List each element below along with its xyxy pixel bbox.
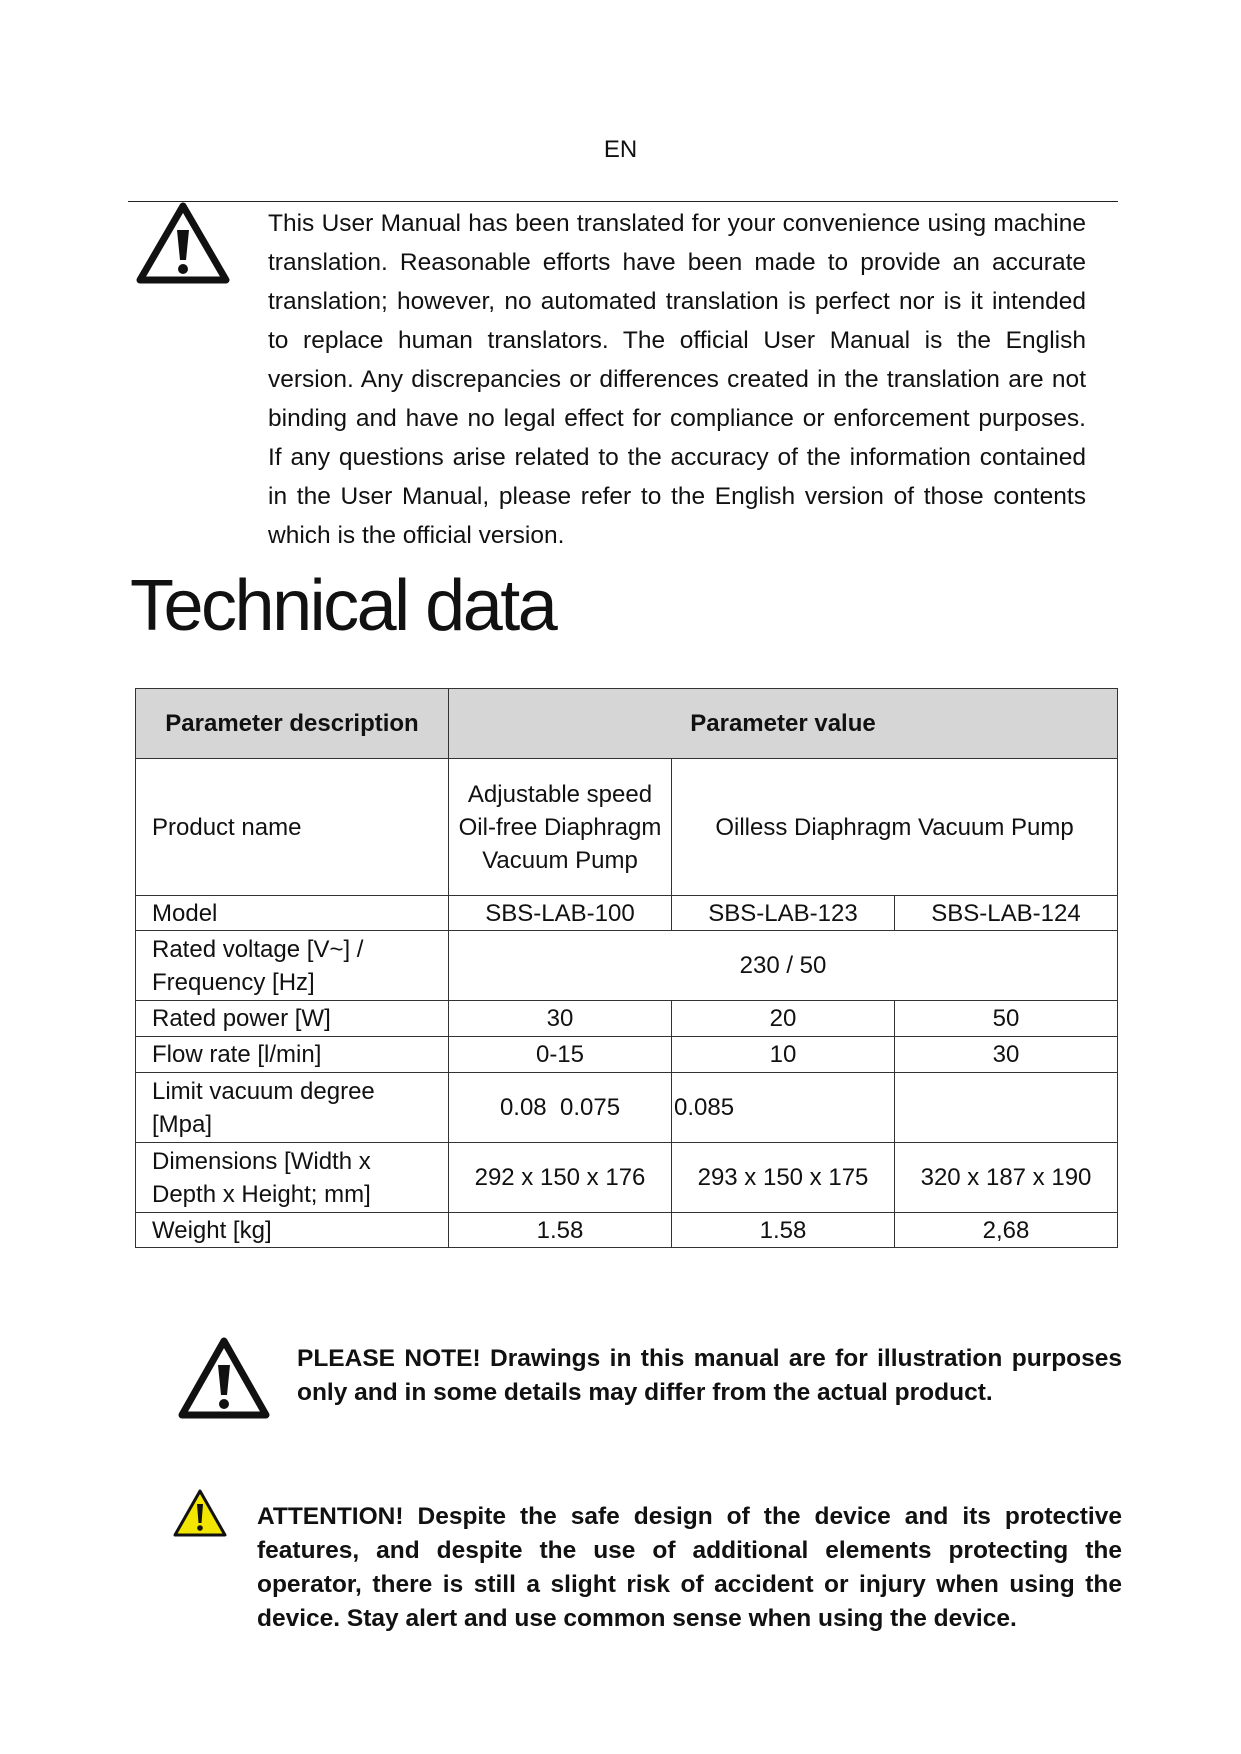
cell-value: Oilless Diaphragm Vacuum Pump: [672, 759, 1118, 896]
cell-value: Adjustable speed Oil-free Diaphragm Vacuum Pump: [449, 759, 672, 896]
page-title: Technical data: [130, 566, 556, 646]
caution-triangle-icon: [172, 1488, 228, 1538]
attention-text: Despite the safe design of the device and its protective features, and despite the use of additional elements protecting the operator, there is still a slight risk of accident or injury when using the device. Stay alert and use common sense when using the device.: [257, 1503, 1122, 1632]
cell-value: SBS-LAB-124: [895, 896, 1118, 931]
cell-value: 50: [895, 1001, 1118, 1037]
language-code: EN: [603, 136, 638, 163]
table-row: [136, 1213, 1118, 1248]
cell-value: 0.08 0.075: [449, 1073, 672, 1143]
cell-value: SBS-LAB-123: [672, 896, 895, 931]
cell-value: 230 / 50: [449, 931, 1118, 1001]
row-label: Model: [136, 896, 449, 931]
cell-value: 30: [895, 1037, 1118, 1073]
cell-value: 1.58: [449, 1213, 672, 1248]
cell-value: 2,68: [895, 1213, 1118, 1248]
translation-disclaimer: This User Manual has been translated for your convenience using machine translation. Reasonable efforts have been made to provide an accurate translation; however, no automated translation is perfect nor is it intended to replace human translators. The official User Manual is the English version. Any discrepancies or differences created in the translation are not binding and have no legal effect for compliance or enforcement purposes. If any questions arise related to the accuracy of the information contained in the User Manual, please refer to the English version of those contents which is the official version.: [268, 210, 1086, 549]
header-parameter-description: Parameter description: [136, 689, 449, 759]
table-row: [136, 931, 1118, 1001]
table-row: [136, 1001, 1118, 1037]
cell-value: 1.58: [672, 1213, 895, 1248]
table-row: [136, 1073, 1118, 1143]
cell-value: 10: [672, 1037, 895, 1073]
row-label: Rated power [W]: [136, 1001, 449, 1037]
illustration-note: PLEASE NOTE! Drawings in this manual are for illustration purposes only and in some details may differ from the actual product.: [297, 1345, 1122, 1406]
table-header-row: [136, 689, 1118, 759]
header-divider: [128, 201, 1118, 202]
attention-warning: [257, 1500, 1122, 1636]
warning-triangle-icon: [136, 202, 230, 284]
cell-value: 30: [449, 1001, 672, 1037]
table-row: [136, 759, 1118, 896]
table-row: [136, 1037, 1118, 1073]
cell-value: 293 x 150 x 175: [672, 1143, 895, 1213]
cell-value: 320 x 187 x 190: [895, 1143, 1118, 1213]
row-label: Weight [kg]: [136, 1213, 449, 1248]
warning-triangle-icon: [178, 1337, 270, 1419]
cell-value: [895, 1073, 1118, 1143]
table-row: [136, 1143, 1118, 1213]
cell-value: 20: [672, 1001, 895, 1037]
row-label: Rated voltage [V~] / Frequency [Hz]: [136, 931, 449, 1001]
cell-value: 0.085: [672, 1073, 895, 1143]
attention-keyword: ATTENTION!: [257, 1503, 404, 1530]
row-label: Dimensions [Width x Depth x Height; mm]: [136, 1143, 449, 1213]
row-label: Limit vacuum degree [Mpa]: [136, 1073, 449, 1143]
cell-value: 0-15: [449, 1037, 672, 1073]
row-label: Product name: [136, 759, 449, 896]
header-parameter-value: Parameter value: [449, 689, 1118, 759]
technical-data-table: [135, 688, 1118, 1248]
row-label: Flow rate [l/min]: [136, 1037, 449, 1073]
table-row: [136, 896, 1118, 931]
cell-value: SBS-LAB-100: [449, 896, 672, 931]
cell-value: 292 x 150 x 176: [449, 1143, 672, 1213]
